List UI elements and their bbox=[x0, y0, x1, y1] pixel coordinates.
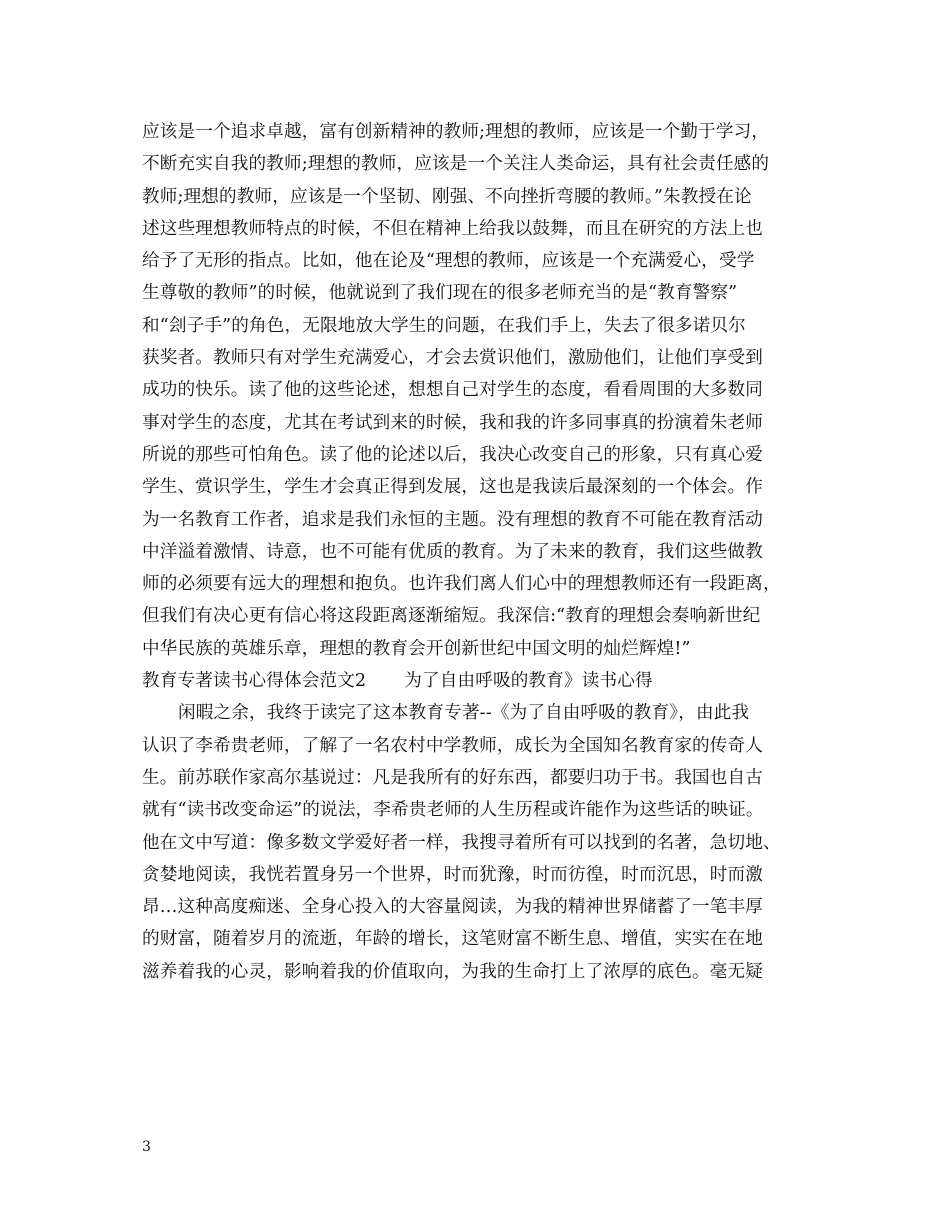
text-line: 认识了李希贵老师，了解了一名农村中学教师，成长为全国知名教育家的传奇人 bbox=[142, 735, 764, 756]
text-line: 不断充实自我的教师;理想的教师，应该是一个关注人类命运，具有社会责任感的 bbox=[142, 154, 770, 175]
text-line: 获奖者。教师只有对学生充满爱心，才会去赏识他们，激励他们，让他们享受到 bbox=[142, 348, 764, 369]
text-line: 和“刽子手”的角色，无限地放大学生的问题，在我们手上，失去了很多诺贝尔 bbox=[142, 315, 746, 336]
text-line: 中华民族的英雄乐章，理想的教育会开创新世纪中国文明的灿烂辉煌!” bbox=[142, 638, 691, 659]
text-line: 应该是一个追求卓越，富有创新精神的教师;理想的教师，应该是一个勤于学习， bbox=[142, 122, 770, 142]
section-heading-subtitle: 为了自由呼吸的教育》读书心得 bbox=[404, 671, 653, 692]
text-line: 为一名教育工作者，追求是我们永恒的主题。没有理想的教育不可能在教育活动 bbox=[142, 509, 764, 530]
text-line: 学生、赏识学生，学生才会真正得到发展，这也是我读后最深刻的一个体会。作 bbox=[142, 477, 764, 498]
text-line: 贪婪地阅读，我恍若置身另一个世界，时而犹豫，时而彷徨，时而沉思，时而激 bbox=[142, 864, 764, 885]
text-line: 但我们有决心更有信心将这段距离逐渐缩短。我深信:“教育的理想会奏响新世纪 bbox=[142, 606, 761, 627]
section-heading-title: 教育专著读书心得体会范文2 bbox=[142, 671, 367, 692]
text-line: 滋养着我的心灵，影响着我的价值取向，为我的生命打上了浓厚的底色。毫无疑 bbox=[142, 961, 764, 982]
text-line: 给予了无形的指点。比如，他在论及“理想的教师，应该是一个充满爱心，受学 bbox=[142, 251, 755, 272]
text-line: 的财富，随着岁月的流逝，年龄的增长，这笔财富不断生息、增值，实实在在地 bbox=[142, 929, 764, 950]
text-line: 述这些理想教师特点的时候，不但在精神上给我以鼓舞，而且在研究的方法上也 bbox=[142, 218, 764, 239]
text-line: 生。前苏联作家高尔基说过：凡是我所有的好东西，都要归功于书。我国也自古 bbox=[142, 767, 764, 788]
text-line: 生尊敬的教师”的时候，他就说到了我们现在的很多老师充当的是“教育警察” bbox=[142, 283, 738, 304]
text-line: 他在文中写道：像多数文学爱好者一样，我搜寻着所有可以找到的名著，急切地、 bbox=[142, 832, 781, 853]
paragraph-first-line: 闲暇之余，我终于读完了这本教育专著--《为了自由呼吸的教育》，由此我 bbox=[178, 703, 750, 724]
page-number: 3 bbox=[142, 1139, 151, 1155]
text-line: 所说的那些可怕角色。读了他的论述以后，我决心改变自己的形象，只有真心爱 bbox=[142, 444, 764, 465]
document-body bbox=[142, 116, 842, 988]
section-heading bbox=[142, 665, 842, 697]
text-line: 中洋溢着激情、诗意，也不可能有优质的教育。为了未来的教育，我们这些做教 bbox=[142, 541, 764, 562]
text-line: 教师;理想的教师，应该是一个坚韧、刚强、不向挫折弯腰的教师。”朱教授在论 bbox=[142, 186, 752, 207]
text-line: 师的必须要有远大的理想和抱负。也许我们离人们心中的理想教师还有一段距离， bbox=[142, 574, 781, 595]
text-line: 事对学生的态度，尤其在考试到来的时候，我和我的许多同事真的扮演着朱老师 bbox=[142, 412, 764, 433]
text-line: 昂…这种高度痴迷、全身心投入的大容量阅读，为我的精神世界储蓄了一笔丰厚 bbox=[142, 897, 764, 918]
text-line: 就有“读书改变命运”的说法，李希贵老师的人生历程或许能作为这些话的映证。 bbox=[142, 800, 764, 821]
text-line: 成功的快乐。读了他的这些论述，想想自己对学生的态度，看看周围的大多数同 bbox=[142, 380, 764, 401]
